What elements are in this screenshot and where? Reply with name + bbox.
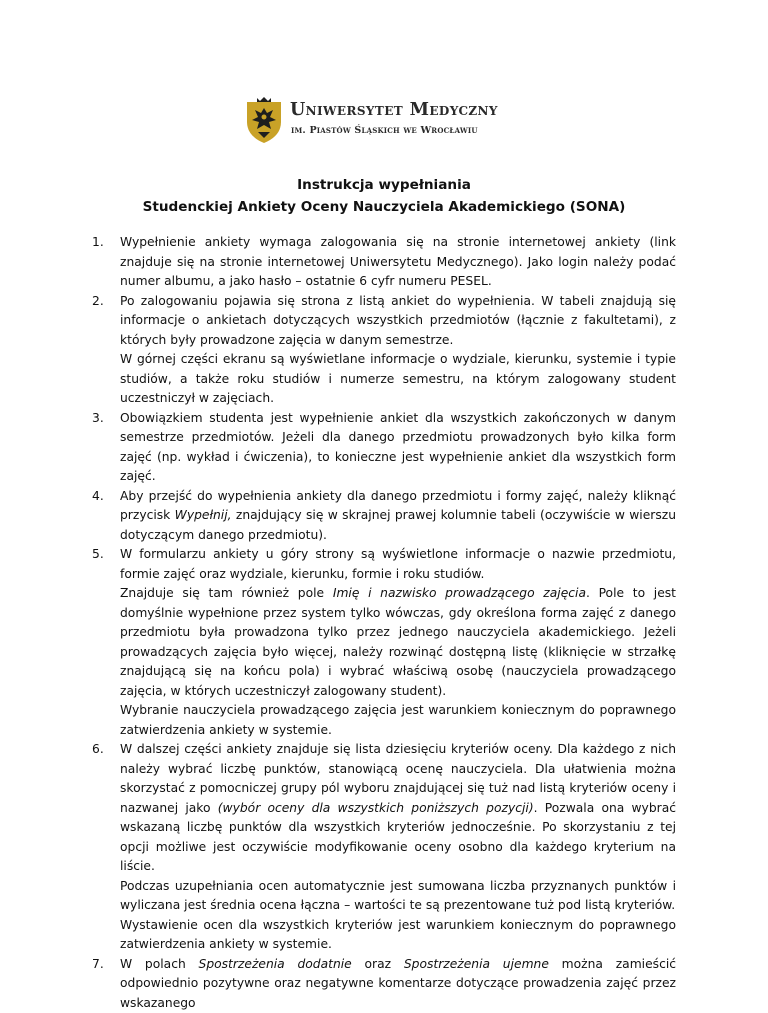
emphasized-text: Spostrzeżenia dodatnie [199, 957, 352, 971]
eagle-crest-icon [244, 96, 284, 144]
emphasized-text: Imię i nazwisko prowadzącego zajęcia [333, 586, 586, 600]
text-run: oraz [352, 957, 404, 971]
text-run: Znajduje się tam również pole [120, 586, 333, 600]
list-item-paragraph [120, 545, 676, 584]
text-run: . Pozwala ona wybrać wskazaną liczbę punktów dla wszystkich kryteriów jednocześnie. Po skorzystaniu z tej opcji możliwe jest oczywiście modyfikowanie oceny osobno dla każdego kryterium na liście. [120, 801, 676, 874]
text-run: W formularzu ankiety u góry strony są wyświetlone informacje o nazwie przedmiotu, formie zajęć oraz wydziale, kierunku, formie i roku studiów. [120, 547, 676, 581]
university-subtitle: im. Piastów Śląskich we Wrocławiu [291, 125, 478, 136]
list-item-paragraph [120, 740, 676, 877]
emphasized-text: Wypełnij, [175, 508, 232, 522]
list-item-number: 3. [92, 409, 112, 429]
list-item-paragraph [120, 877, 676, 916]
title-line-2: Studenckiej Ankiety Oceny Nauczyciela Akademickiego (SONA) [0, 196, 768, 218]
university-header [244, 96, 544, 144]
list-item [92, 409, 676, 487]
list-item [92, 740, 676, 955]
document-title [0, 174, 768, 218]
emphasized-text: Spostrzeżenia ujemne [404, 957, 549, 971]
text-run: W polach [120, 957, 199, 971]
list-item-number: 4. [92, 487, 112, 507]
instruction-list [92, 233, 676, 1013]
text-run: W górnej części ekranu są wyświetlane informacje o wydziale, kierunku, systemie i typie studiów, a także roku studiów i numerze semestru, na którym zalogowany student uczestniczył w zajęciach. [120, 352, 676, 405]
text-run: . Pole to jest domyślnie wypełnione przez system tylko wówczas, gdy określona forma zajęć z danego przedmiotu była prowadzona tylko przez jednego nauczyciela akademickiego. Jeżeli prowadzących zajęcia było więcej, należy rozwinąć dostępną listę (kliknięcie w strzałkę znajdującą się na końcu pola) i wybrać właściwą osobę (nauczyciela prowadzącego zajęcia, w których uczestniczył zalogowany student). [120, 586, 676, 698]
text-run: Podczas uzupełniania ocen automatycznie jest sumowana liczba przyznanych punktów i wyliczana jest średnia ocena łączna – wartości te są prezentowane tuż pod listą kryteriów. [120, 879, 676, 913]
text-run: można zamieścić odpowiednio pozytywne oraz negatywne komentarze dotyczące prowadzenia zajęć przez wskazanego [120, 957, 676, 1010]
list-item-number: 2. [92, 292, 112, 312]
list-item-number: 1. [92, 233, 112, 253]
list-item [92, 233, 676, 292]
text-run: W dalszej części ankiety znajduje się lista dziesięciu kryteriów oceny. Dla każdego z nich należy wybrać liczbę punktów, stanowiącą ocenę nauczyciela. Dla ułatwienia można skorzystać z pomocniczej grupy pól wyboru znajdującej się tuż nad listą kryteriów oceny i nazwanej jako [120, 742, 676, 815]
list-item-paragraph [120, 350, 676, 409]
list-item-paragraph [120, 955, 676, 1013]
text-run: znajdujący się w skrajnej prawej kolumnie tabeli (oczywiście w wierszu dotyczącym danego przedmiotu). [120, 508, 676, 542]
list-item-paragraph [120, 701, 676, 740]
list-item-paragraph [120, 233, 676, 292]
list-item [92, 487, 676, 546]
list-item-paragraph [120, 487, 676, 546]
list-item-paragraph [120, 409, 676, 487]
list-item [92, 292, 676, 409]
text-run: Po zalogowaniu pojawia się strona z listą ankiet do wypełnienia. W tabeli znajdują się informacje o ankietach dotyczących wszystkich przedmiotów (łącznie z fakultetami), z których były prowadzone zajęcia w danym semestrze. [120, 294, 676, 347]
text-run: Wybranie nauczyciela prowadzącego zajęcia jest warunkiem koniecznym do poprawnego zatwierdzenia ankiety w systemie. [120, 703, 676, 737]
text-run: Aby przejść do wypełnienia ankiety dla danego przedmiotu i formy zajęć, należy kliknąć przycisk [120, 489, 676, 523]
list-item-paragraph [120, 292, 676, 351]
title-line-1: Instrukcja wypełniania [0, 174, 768, 196]
emphasized-text: (wybór oceny dla wszystkich poniższych pozycji) [218, 801, 534, 815]
list-item-paragraph [120, 916, 676, 955]
list-item [92, 955, 676, 1013]
list-item [92, 545, 676, 740]
list-item-number: 6. [92, 740, 112, 760]
list-item-number: 7. [92, 955, 112, 975]
list-item-paragraph [120, 584, 676, 701]
university-name: Uniwersytet Medyczny [290, 100, 498, 120]
list-item-number: 5. [92, 545, 112, 565]
text-run: Wypełnienie ankiety wymaga zalogowania się na stronie internetowej ankiety (link znajduje się na stronie internetowej Uniwersytetu Medycznego). Jako login należy podać numer albumu, a jako hasło – ostatnie 6 cyfr numeru PESEL. [120, 235, 676, 288]
text-run: Obowiązkiem studenta jest wypełnienie ankiet dla wszystkich zakończonych w danym semestrze przedmiotów. Jeżeli dla danego przedmiotu prowadzonych było kilka form zajęć (np. wykład i ćwiczenia), to konieczne jest wypełnienie ankiet dla wszystkich form zajęć. [120, 411, 676, 484]
text-run: Wystawienie ocen dla wszystkich kryteriów jest warunkiem koniecznym do poprawnego zatwierdzenia ankiety w systemie. [120, 918, 676, 952]
